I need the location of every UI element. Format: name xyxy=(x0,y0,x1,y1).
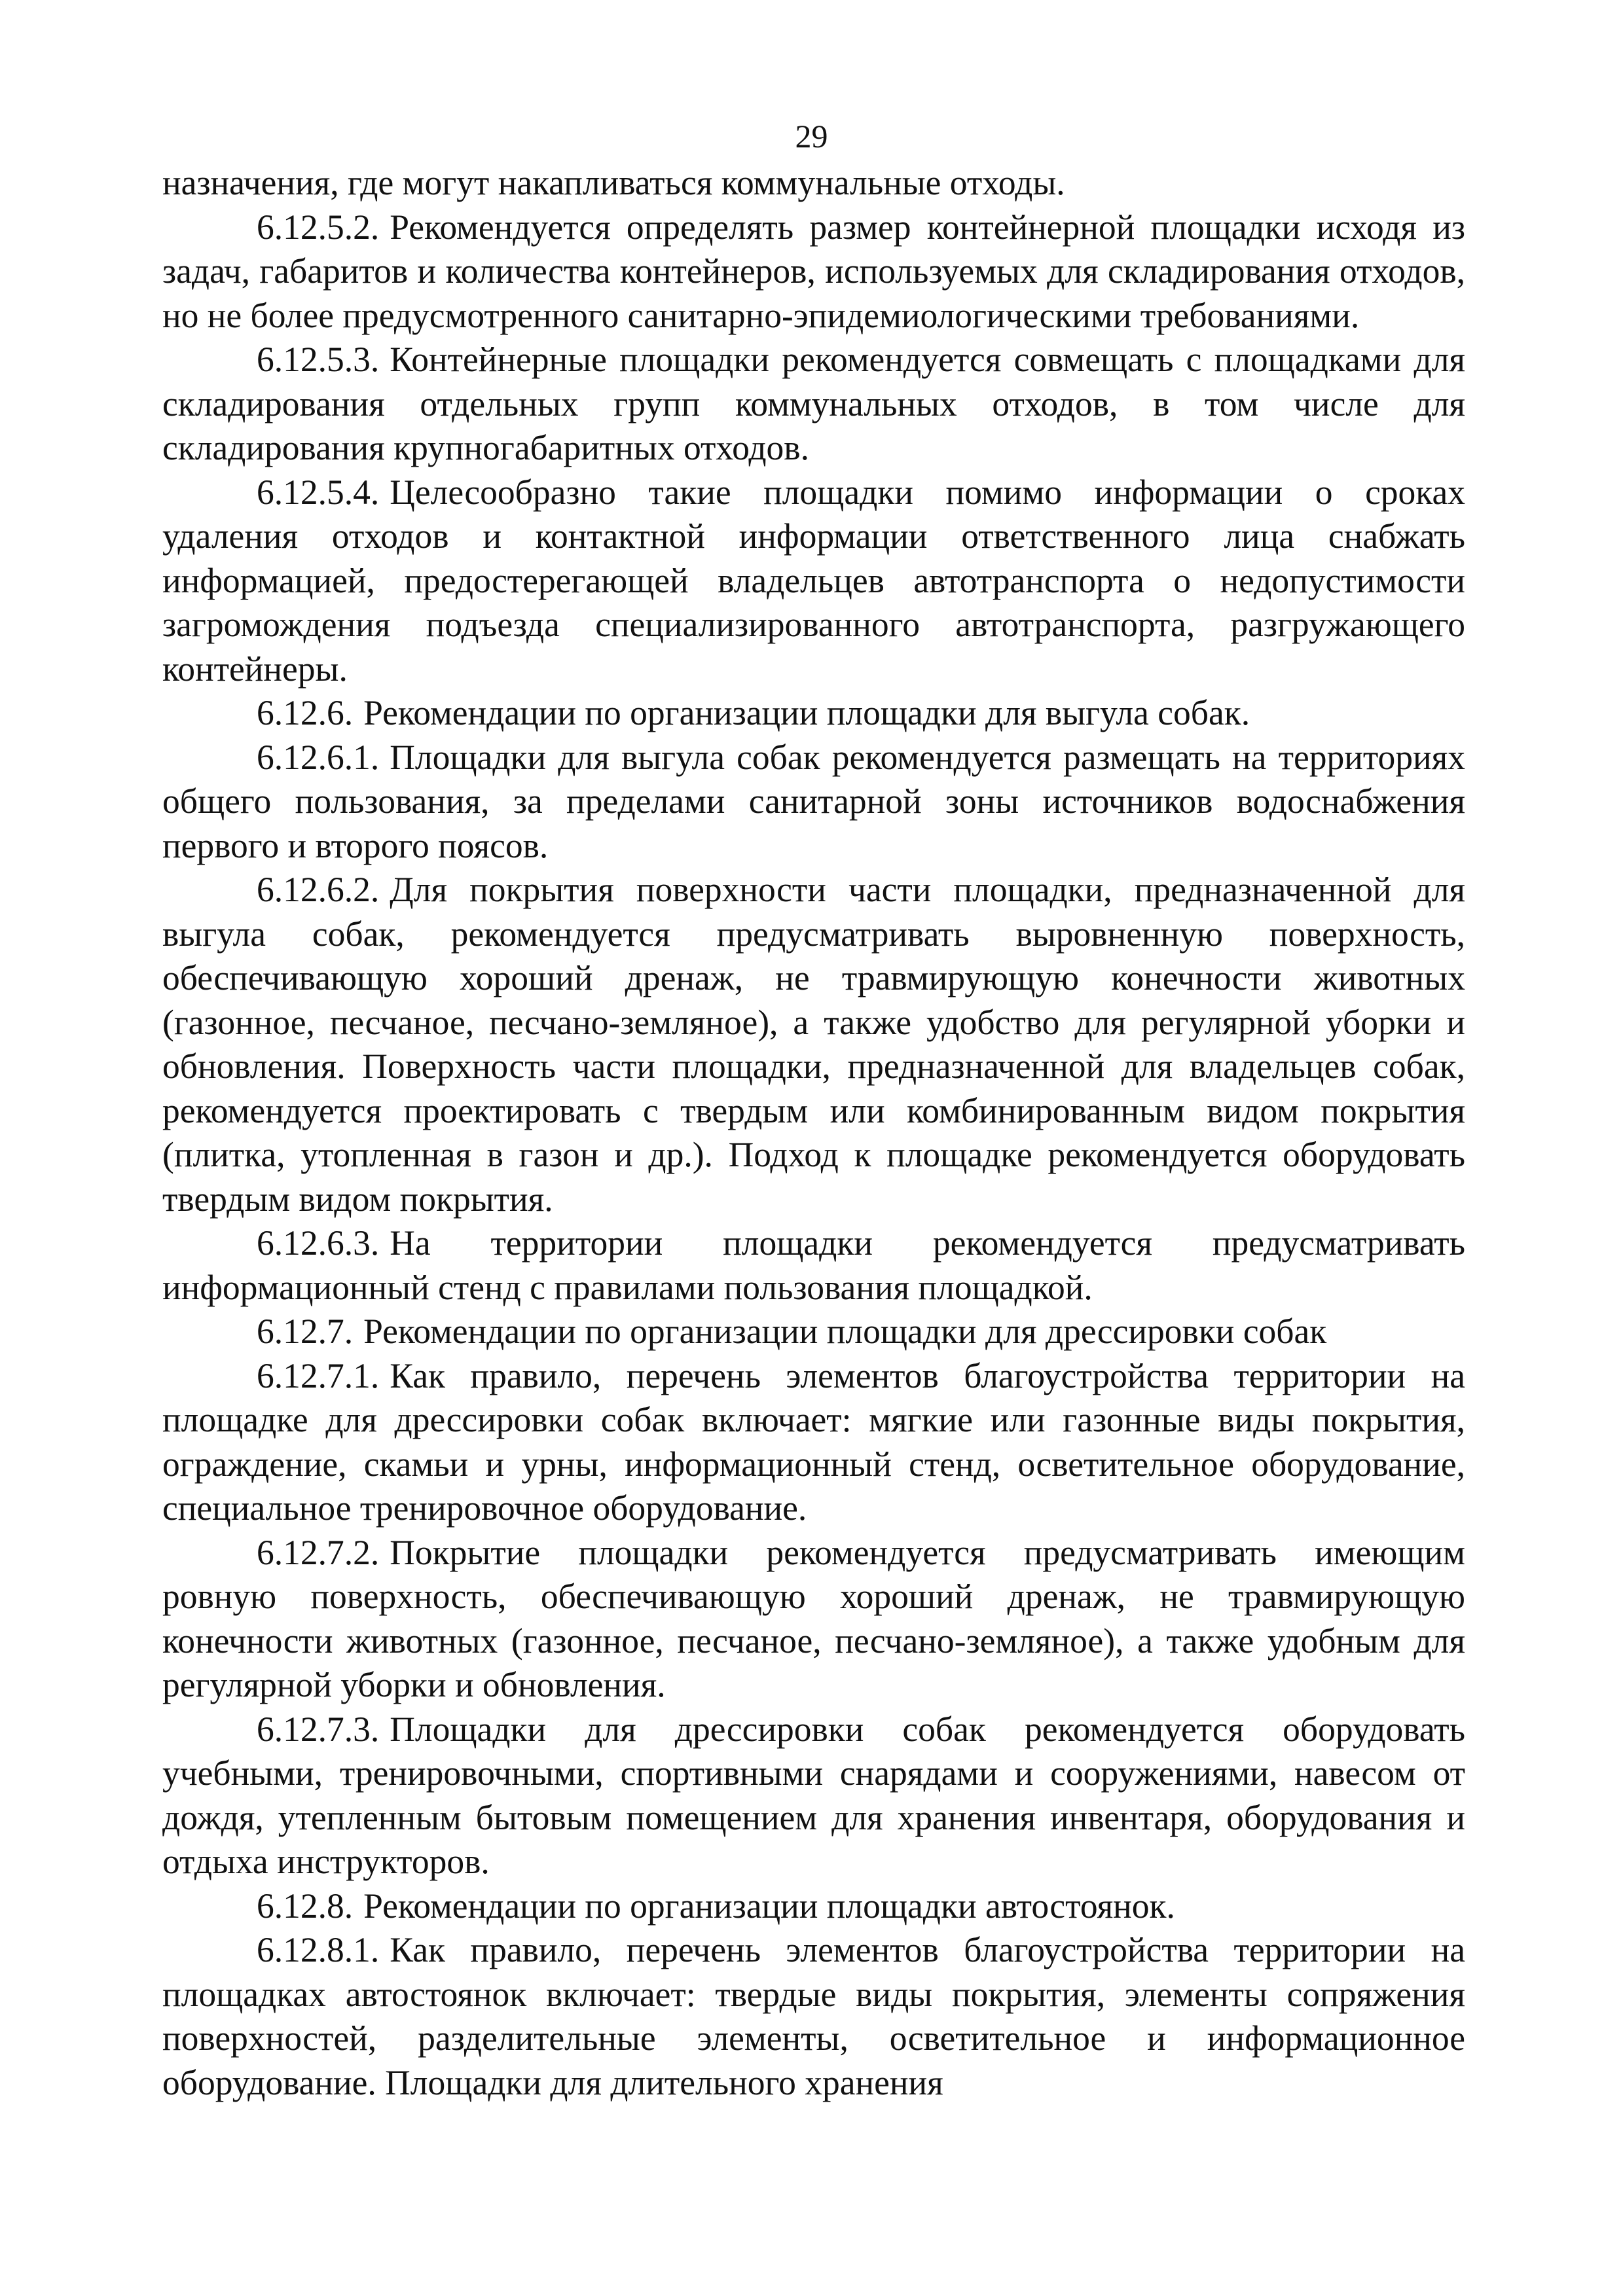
paragraph-text: Рекомендуется определять размер контейнерной площадки исходя из задач, габаритов и количества контейнеров, используемых для складирования отходов, но не более предусмотренного санитарно-эпидемиологическими требованиями. xyxy=(162,207,1465,335)
clause-number: 6.12.7. xyxy=(257,1312,354,1351)
paragraph-6-12-6-1 xyxy=(162,736,1465,869)
paragraph-6-12-7-3 xyxy=(162,1708,1465,1884)
section-heading-6-12-7 xyxy=(162,1310,1465,1354)
paragraph-6-12-5-2 xyxy=(162,206,1465,338)
paragraph-text: Площадки для выгула собак рекомендуется размещать на территориях общего пользования, за пределами санитарной зоны источников водоснабжения первого и второго поясов. xyxy=(162,737,1465,865)
paragraph-text: На территории площадки рекомендуется предусматривать информационный стенд с правилами пользования площадкой. xyxy=(162,1223,1465,1307)
paragraph-6-12-8-1 xyxy=(162,1928,1465,2105)
clause-number: 6.12.7.3. xyxy=(257,1709,380,1749)
clause-number: 6.12.7.2. xyxy=(257,1532,380,1572)
clause-number: 6.12.8.1. xyxy=(257,1930,380,1969)
clause-number: 6.12.6.1. xyxy=(257,737,380,777)
paragraph-6-12-7-1 xyxy=(162,1354,1465,1531)
paragraph-text: Контейнерные площадки рекомендуется совмещать с площадками для складирования отдельных групп коммунальных отходов, в том числе для складирования крупногабаритных отходов. xyxy=(162,340,1465,467)
paragraph-text: Как правило, перечень элементов благоустройства территории на площадке для дрессировки собак включает: мягкие или газонные виды покрытия, ограждение, скамьи и урны, информационный стенд, осветительное оборудование, специальное тренировочное оборудование. xyxy=(162,1355,1465,1528)
paragraph-text: Целесообразно такие площадки помимо информации о сроках удаления отходов и контактной информации ответственного лица снабжать информацией, предостерегающей владельцев автотранспорта о недопустимости загромождения подъезда специализированного автотранспорта, разгружающего контейнеры. xyxy=(162,472,1465,689)
clause-number: 6.12.5.3. xyxy=(257,340,380,379)
paragraph-text: Покрытие площадки рекомендуется предусматривать имеющим ровную поверхность, обеспечивающую хороший дренаж, не травмирующую конечности животных (газонное, песчаное, песчано-земляное), а также удобным для регулярной уборки и обновления. xyxy=(162,1532,1465,1704)
clause-number: 6.12.6.3. xyxy=(257,1223,380,1263)
paragraph-text: назначения, где могут накапливаться коммунальные отходы. xyxy=(162,163,1065,202)
clause-number: 6.12.6. xyxy=(257,693,354,732)
paragraph-text: Как правило, перечень элементов благоустройства территории на площадках автостоянок включает: твердые виды покрытия, элементы сопряжения поверхностей, разделительные элементы, осветительное и информационное оборудование. Площадки для длительного хранения xyxy=(162,1930,1465,2102)
page-number: 29 xyxy=(795,118,828,154)
clause-number: 6.12.5.4. xyxy=(257,472,380,512)
section-heading-6-12-6 xyxy=(162,691,1465,736)
paragraph-text: Рекомендации по организации площадки для выгула собак. xyxy=(363,693,1250,732)
paragraph-6-12-6-2 xyxy=(162,868,1465,1221)
clause-number: 6.12.8. xyxy=(257,1886,354,1926)
paragraph-6-12-7-2 xyxy=(162,1531,1465,1708)
paragraph-6-12-6-3 xyxy=(162,1221,1465,1310)
paragraph-6-12-5-4 xyxy=(162,471,1465,692)
clause-number: 6.12.6.2. xyxy=(257,870,380,909)
clause-number: 6.12.7.1. xyxy=(257,1355,380,1395)
paragraph-continuation xyxy=(162,161,1465,206)
paragraph-text: Площадки для дрессировки собак рекомендуется оборудовать учебными, тренировочными, спортивными снарядами и сооружениями, навесом от дождя, утепленным бытовым помещением для хранения инвентаря, оборудования и отдыха инструкторов. xyxy=(162,1709,1465,1881)
document-body xyxy=(162,161,1465,2105)
clause-number: 6.12.5.2. xyxy=(257,207,380,247)
paragraph-text: Рекомендации по организации площадки для дрессировки собак xyxy=(363,1312,1327,1351)
paragraph-text: Для покрытия поверхности части площадки, предназначенной для выгула собак, рекомендуется предусматривать выровненную поверхность, обеспечивающую хороший дренаж, не травмирующую конечности животных (газонное, песчаное, песчано-земляное), а также удобство для регулярной уборки и обновления. Поверхность части площадки, предназначенной для владельцев собак, рекомендуется проектировать с твердым или комбинированным видом покрытия (плитка, утопленная в газон и др.). Подход к площадке рекомендуется оборудовать твердым видом покрытия. xyxy=(162,870,1465,1219)
paragraph-6-12-5-3 xyxy=(162,338,1465,471)
paragraph-text: Рекомендации по организации площадки автостоянок. xyxy=(363,1886,1175,1926)
section-heading-6-12-8 xyxy=(162,1884,1465,1929)
